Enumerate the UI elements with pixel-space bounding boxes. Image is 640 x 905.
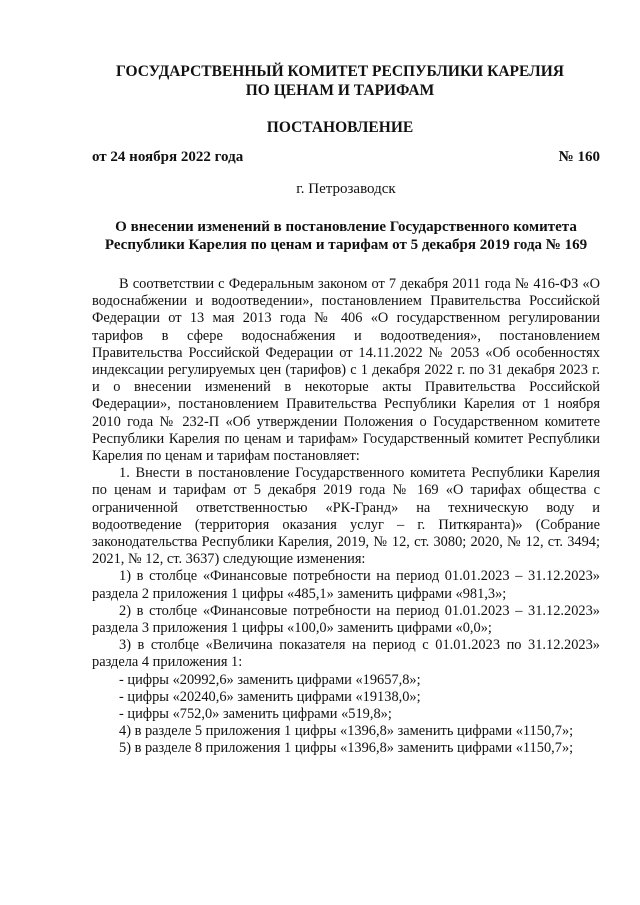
document-date: от 24 ноября 2022 года: [92, 149, 244, 165]
subclause-3-item-1: - цифры «20992,6» заменить цифрами «19657,8»;: [119, 671, 421, 688]
authority-line-2: ПО ЦЕНАМ И ТАРИФАМ: [245, 82, 435, 99]
issuing-authority: [80, 62, 600, 100]
subject-line-2: Республики Карелия по ценам и тарифам от 5 декабря 2019 года № 169: [104, 237, 588, 253]
subclause-4: 4) в разделе 5 приложения 1 цифры «1396,8» заменить цифрами «1150,7»;: [119, 723, 574, 740]
subclause-3-item-2: - цифры «20240,6» заменить цифрами «19138,0»;: [119, 688, 421, 705]
clause-1: 1. Внести в постановление Государственного комитета Республики Карелия по ценам и тарифам от 5 декабря 2019 года № 169 «О тарифах общества с ограниченной ответственностью «РК-Гранд» на техническую воду и водоотведение (территория оказания услуг – г. Питкяранта)» (Собрание законодательства Республики Карелия, 2019, № 12, ст. 3080; 2020, № 12, ст. 3494; 2021, № 12, ст. 3637) следующие изменения:: [92, 465, 600, 568]
subclause-3-item-3: - цифры «752,0» заменить цифрами «519,8»;: [119, 706, 392, 723]
date-number-row: [92, 148, 600, 166]
document-city: г. Петрозаводск: [296, 181, 396, 197]
document-type: ПОСТАНОВЛЕНИЕ: [266, 119, 414, 136]
subclause-2: 2) в столбце «Финансовые потребности на период 01.01.2023 – 31.12.2023» раздела 3 приложения 1 цифры «100,0» заменить цифрами «0,0»;: [92, 602, 600, 637]
preamble-paragraph: В соответствии с Федеральным законом от 7 декабря 2011 года № 416-ФЗ «О водоснабжении и водоотведении», постановлением Правительства Российской Федерации от 13 мая 2013 года № 406 «О государственном регулировании тарифов в сфере водоснабжения и водоотведения», постановлением Правительства Российской Федерации от 14.11.2022 № 2053 «Об особенностях индексации регулируемых цен (тарифов) с 1 декабря 2022 г. по 31 декабря 2023 г. и о внесении изменений в некоторые акты Правительства Российской Федерации», постановлением Правительства Республики Карелия от 1 ноября 2010 года № 232-П «Об утверждении Положения о Государственном комитете Республики Карелия по ценам и тарифам» Государственный комитет Республики Карелия по ценам и тарифам постановляет:: [92, 276, 600, 465]
document-number: № 160: [558, 149, 600, 165]
subclause-5: 5) в разделе 8 приложения 1 цифры «1396,8» заменить цифрами «1150,7»;: [119, 740, 574, 757]
document-body: [92, 276, 600, 758]
authority-line-1: ГОСУДАРСТВЕННЫЙ КОМИТЕТ РЕСПУБЛИКИ КАРЕЛИЯ: [116, 63, 564, 80]
subclause-1: 1) в столбце «Финансовые потребности на период 01.01.2023 – 31.12.2023» раздела 2 приложения 1 цифры «485,1» заменить цифрами «981,3»;: [92, 568, 600, 602]
document-subject: [92, 218, 600, 254]
subclause-3: 3) в столбце «Величина показателя на период с 01.01.2023 по 31.12.2023» раздела 4 приложения 1:: [92, 637, 600, 671]
subject-line-1: О внесении изменений в постановление Государственного комитета: [115, 219, 577, 235]
